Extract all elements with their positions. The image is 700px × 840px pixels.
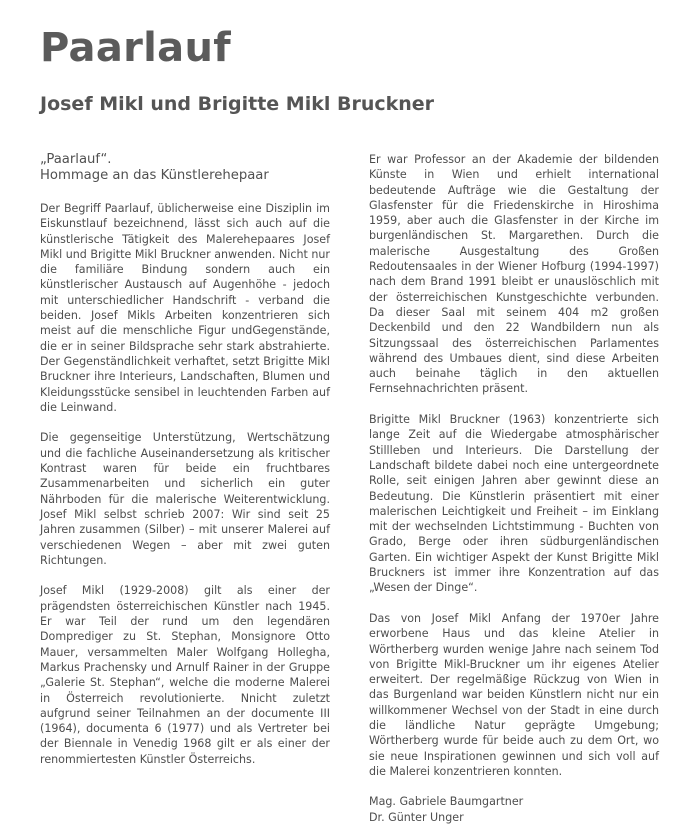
page-subtitle: Josef Mikl und Brigitte Mikl Bruckner	[40, 93, 435, 115]
paragraph-josef-mikl: Josef Mikl (1929-2008) gilt als einer der prägendsten österreichischen Künstler nach 1945. Er war Teil der rund um den legendären Domprediger zu St. Stephan, Monsignore Otto Mauer, versammelten Maler Wolfgang Hollegha, Markus Prachensky und Arnulf Rainer in der Gruppe „Galerie St. Stephan“, welche die moderne Malerei in Österreich revolutionierte. Nnicht zuletzt aufgrund seiner Teilnahmen an der documente III (1964), documenta 6 (1977) und als Vertreter bei der Biennale in Venedig 1968 gilt er als einer der renommiertesten Künstler Österreichs.	[40, 584, 330, 766]
intro-line-1: „Paarlauf“.	[40, 152, 112, 167]
signature	[369, 794, 659, 825]
page-title: Paarlauf	[40, 25, 231, 71]
intro-heading	[40, 152, 330, 184]
paragraph-professor: Er war Professor an der Akademie der bildenden Künste in Wien und erhielt international bedeutende Aufträge wie die Gestaltung der Glasfenster für die Friedenskirche in Hiroshima 1959, aber auch die Glasfenster in der Kirche im burgenländischen St. Margarethen. Durch die malerische Ausgestaltung des Großen Redoutensaales in der Wiener Hofburg (1994-1997) nach dem Brand 1991 bleibt er unauslöschlich mit der österreichischen Kunstgeschichte verbunden. Da dieser Saal mit seinem 404 m2 großen Deckenbild und den 22 Wandbildern nun als Sitzungssaal des österreichischen Parlamentes während des Umbaues dient, sind diese Arbeiten auch beinahe täglich in den aktuellen Fernsehnachrichten präsent.	[369, 153, 659, 396]
paragraph-woertherberg: Das von Josef Mikl Anfang der 1970er Jahre erworbene Haus und das kleine Atelier in Wörtherberg wurden wenige Jahre nach seinem Tod von Brigitte Mikl-Bruckner um ihr eigenes Atelier erweitert. Der regelmäßige Rückzug von Wien in das Burgenland war beiden Künstlern nicht nur ein willkommener Wechsel von der Stadt in eine durch die ländliche Natur geprägte Umgebung; Wörtherberg wurde für beide auch zu dem Ort, wo sie neue Inspirationen gewinnen und sich voll auf die Malerei konzentrieren konnten.	[369, 611, 659, 778]
intro-line-2: Hommage an das Künstlerehepaar	[40, 168, 269, 183]
right-column	[369, 152, 659, 825]
signature-line-2: Dr. Günter Unger	[369, 810, 464, 824]
paragraph-unterstuetzung: Die gegenseitige Unterstützung, Wertschätzung und die fachliche Auseinandersetzung als kritischer Kontrast waren für beide ein fruchtbares Zusammenarbeiten und sicherlich ein guter Nährboden für die malerische Weiterentwicklung. Josef Mikl selbst schrieb 2007: Wir sind seit 25 Jahren zusammen (Silber) – mit unserer Malerei auf verschiedenen Wegen – aber mit zwei guten Richtungen.	[40, 431, 330, 567]
left-column	[40, 152, 330, 782]
paragraph-begriff: Der Begriff Paarlauf, üblicherweise eine Disziplin im Eiskunstlauf bezeichnend, lässt sich auch auf die künstlerische Tätigkeit des Malerehepaares Josef Mikl und Brigitte Mikl Bruckner anwenden. Nicht nur die familiäre Bindung sondern auch ein künstlerischer Austausch auf Augenhöhe - jedoch mit unterschiedlicher Handschrift - verband die beiden. Josef Mikls Arbeiten konzentrieren sich meist auf die menschliche Figur undGegenstände, die er in seiner Bildsprache sehr stark abstrahierte. Der Gegenständlichkeit verhaftet, setzt Brigitte Mikl Bruckner ihre Interieurs, Landschaften, Blumen und Kleidungsstücke sensibel in leuchtenden Farben auf die Leinwand.	[40, 202, 330, 414]
paragraph-brigitte: Brigitte Mikl Bruckner (1963) konzentrierte sich lange Zeit auf die Wiedergabe atmosphärischer Stillleben und Interieurs. Die Darstellung der Landschaft bildete dabei noch eine untergeordnete Rolle, seit einigen Jahren aber gewinnt diese an Bedeutung. Die Künstlerin präsentiert mit einer malerischen Leichtigkeit und Freiheit – im Einklang mit der wechselnden Lichtstimmung - Buchten von Grado, Berge oder ihren südburgenländischen Garten. Ein wichtiger Aspekt der Kunst Brigitte Mikl Bruckners ist immer ihre Konzentration auf das „Wesen der Dinge“.	[369, 413, 659, 595]
signature-line-1: Mag. Gabriele Baumgartner	[369, 795, 524, 809]
